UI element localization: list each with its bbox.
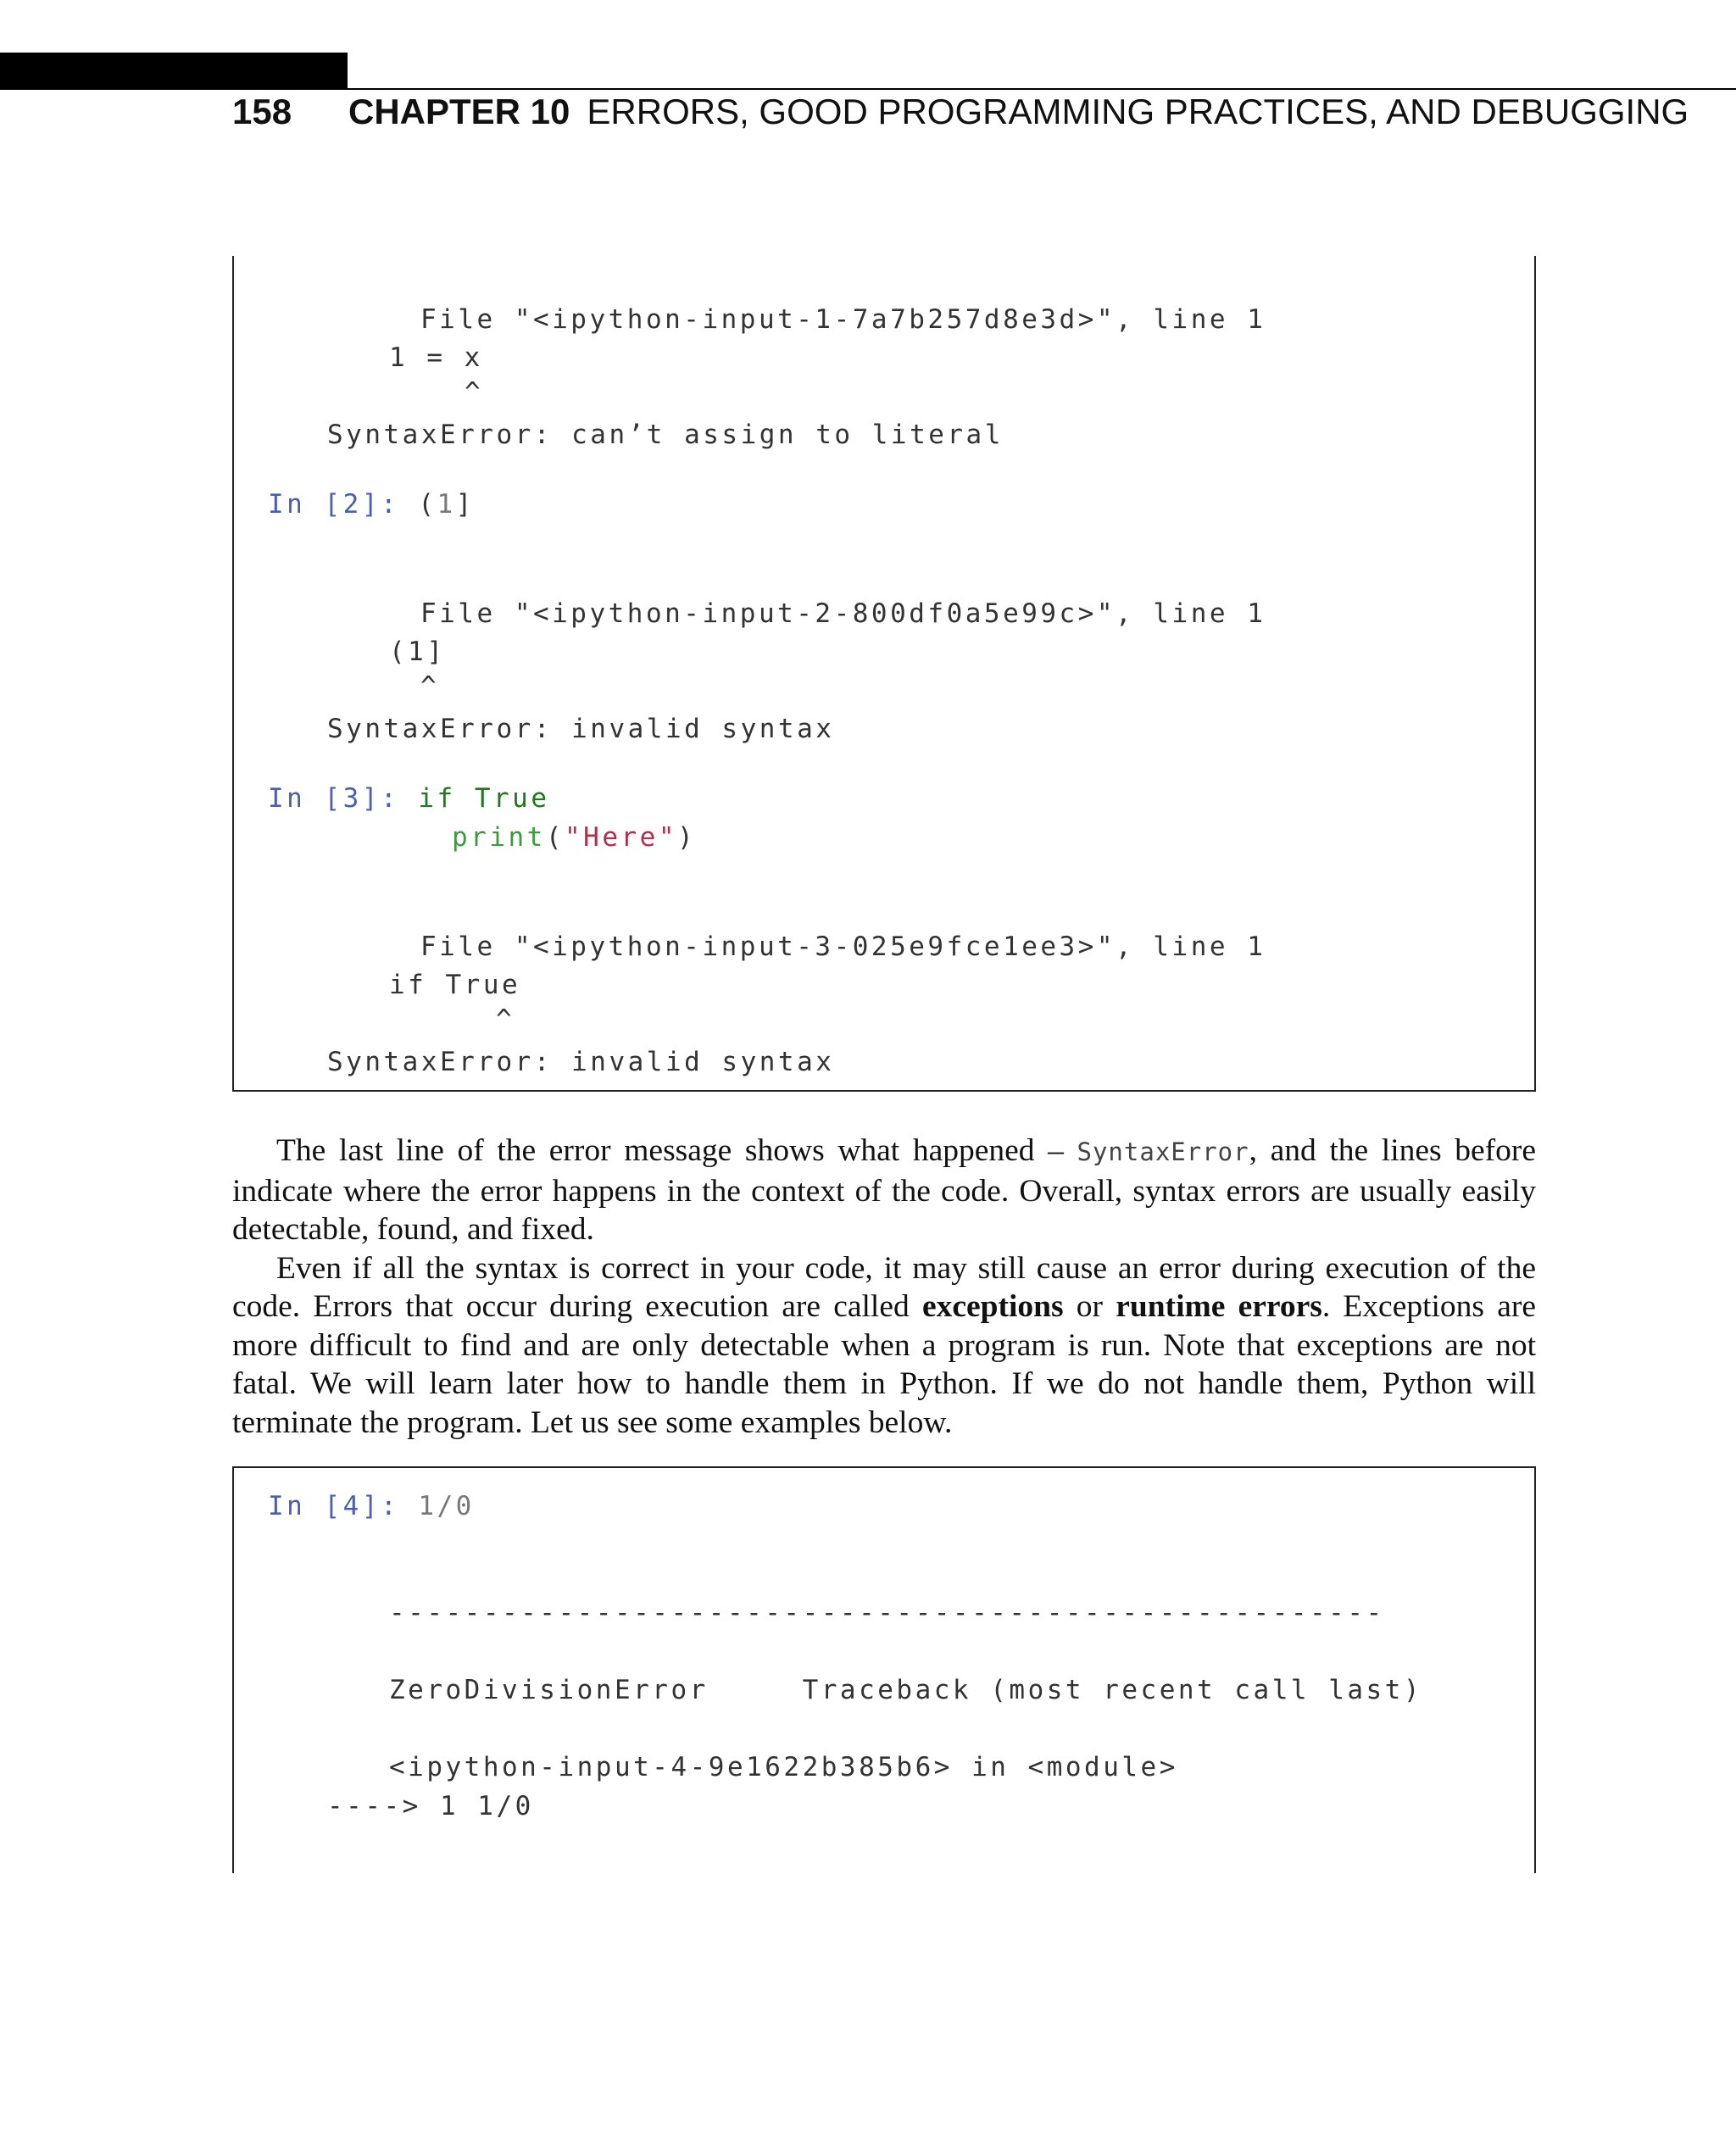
header-rule bbox=[0, 88, 1736, 90]
error-code-line: (1] bbox=[389, 637, 446, 667]
traceback-header bbox=[389, 1677, 1422, 1704]
chapter-label: CHAPTER 10 bbox=[348, 92, 570, 131]
error-code-line: if True bbox=[389, 970, 521, 1000]
input-prompt: In [4]: bbox=[268, 1491, 400, 1521]
input-cell-4: In [4]: 1/0 bbox=[268, 1491, 475, 1521]
error-code-line: 1 = x bbox=[389, 342, 483, 373]
traceback-arrow-line: ----> 1 1/0 bbox=[327, 1791, 534, 1821]
chapter-title: ERRORS, GOOD PROGRAMMING PRACTICES, AND DEBUGGING bbox=[587, 92, 1689, 131]
traceback-error-name: ZeroDivisionError bbox=[389, 1675, 709, 1705]
traceback-label: Traceback (most recent call last) bbox=[802, 1675, 1423, 1705]
error-message: SyntaxError: invalid syntax bbox=[327, 1047, 835, 1077]
paragraph: Even if all the syntax is correct in your code, it may still cause an error during execution of the code. Errors that occur during execution are called exceptions or runtime errors. Exceptions are more difficult to find and are only detectable when a program is run. Note that exceptions are not fatal. We will learn later how to handle them in Python. If we do not handle them, Python will terminate the program. Let us see some examples below. bbox=[232, 1250, 1536, 1440]
input-prompt: In [3]: bbox=[268, 783, 400, 814]
input-cell-3: In [3]: if True bbox=[268, 783, 550, 814]
error-message: SyntaxError: can’t assign to literal bbox=[327, 420, 1004, 450]
bold-term: runtime errors bbox=[1116, 1289, 1322, 1324]
error-file-line: File "<ipython-input-2-800df0a5e99c>", line 1 bbox=[420, 598, 1266, 629]
page-number: 158 bbox=[232, 92, 292, 131]
error-caret: ^ bbox=[465, 377, 484, 408]
error-caret: ^ bbox=[420, 671, 440, 702]
traceback-dashes: ----------------------------------------------------- bbox=[389, 1598, 1385, 1628]
input-cell-2: In [2]: (1] bbox=[268, 489, 475, 520]
error-file-line: File "<ipython-input-1-7a7b257d8e3d>", line 1 bbox=[420, 304, 1266, 335]
running-head bbox=[232, 92, 1689, 142]
code-block-syntax-errors bbox=[232, 256, 1536, 1092]
paragraph: The last line of the error message shows what happened – SyntaxError, and the lines before indicate where the error happens in the context of the code. Overall, syntax errors are usually easily detectable, found, and fixed. bbox=[232, 1133, 1536, 1247]
traceback-module-line: <ipython-input-4-9e1622b385b6> in <module> bbox=[389, 1752, 1178, 1782]
input-cell-3-body: print("Here") bbox=[452, 822, 697, 853]
error-message: SyntaxError: invalid syntax bbox=[327, 714, 835, 744]
header-black-bar bbox=[0, 53, 348, 90]
bold-term: exceptions bbox=[921, 1289, 1064, 1324]
body-text bbox=[232, 1132, 1536, 1442]
error-caret: ^ bbox=[496, 1004, 515, 1035]
code-block-zero-division bbox=[232, 1466, 1536, 1873]
input-prompt: In [2]: bbox=[268, 489, 400, 520]
inline-code: SyntaxError bbox=[1077, 1137, 1249, 1166]
error-file-line: File "<ipython-input-3-025e9fce1ee3>", line 1 bbox=[420, 931, 1266, 962]
